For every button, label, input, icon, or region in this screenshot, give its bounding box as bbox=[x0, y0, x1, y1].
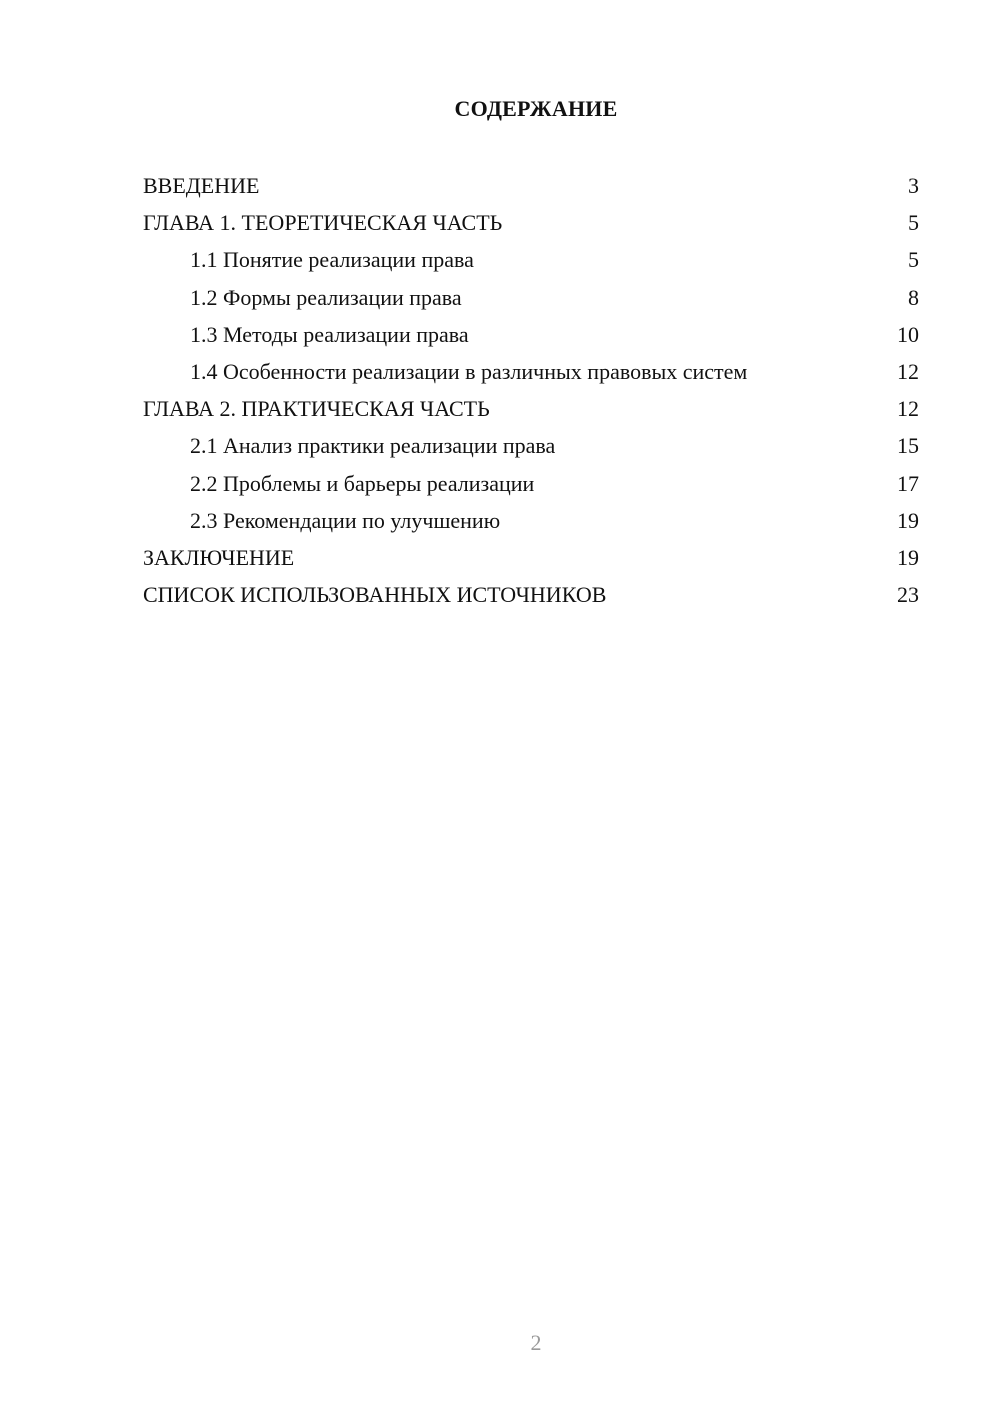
toc-entry-section-1-3 bbox=[143, 316, 919, 353]
toc-entry-label: ЗАКЛЮЧЕНИЕ bbox=[143, 544, 295, 570]
toc-entry-label: 2.1 Анализ практики реализации права bbox=[190, 433, 556, 459]
toc-entry-page: 17 bbox=[897, 470, 919, 496]
toc-entry-label: ГЛАВА 1. ТЕОРЕТИЧЕСКАЯ ЧАСТЬ bbox=[143, 210, 503, 236]
toc-entry-label: ВВЕДЕНИЕ bbox=[143, 173, 260, 198]
toc-entry-page: 5 bbox=[908, 210, 919, 236]
toc-entry-page: 19 bbox=[897, 544, 919, 570]
toc-entry-page: 19 bbox=[897, 507, 919, 533]
toc-entry-page: 23 bbox=[897, 582, 919, 608]
toc-entry-section-1-2 bbox=[143, 279, 919, 316]
toc-entry-section-2-3 bbox=[143, 502, 919, 539]
toc-entry-section-1-1 bbox=[143, 241, 919, 278]
toc-entry-page: 3 bbox=[908, 173, 919, 198]
page-title: СОДЕРЖАНИЕ bbox=[454, 96, 618, 121]
toc-entry-chapter-2 bbox=[143, 390, 919, 427]
toc-entry-conclusion bbox=[143, 539, 919, 576]
toc-entry-section-2-1 bbox=[143, 427, 919, 464]
toc-entry-page: 5 bbox=[908, 247, 919, 273]
toc-entry-label: СПИСОК ИСПОЛЬЗОВАННЫХ ИСТОЧНИКОВ bbox=[143, 582, 607, 608]
toc-entry-section-2-2 bbox=[143, 465, 919, 502]
toc-entry-label: 1.4 Особенности реализации в различных правовых систем bbox=[190, 358, 748, 384]
toc-entry-page: 8 bbox=[908, 284, 919, 310]
toc-entry-references bbox=[143, 576, 919, 613]
toc-entry-page: 12 bbox=[897, 396, 919, 422]
toc-entry-label: 2.3 Рекомендации по улучшению bbox=[190, 507, 501, 533]
toc-entry-label: 2.2 Проблемы и барьеры реализации bbox=[190, 470, 535, 496]
toc-entry-page: 12 bbox=[897, 358, 919, 384]
toc-entry-label: 1.1 Понятие реализации права bbox=[190, 247, 474, 273]
toc-entry-section-1-4 bbox=[143, 353, 919, 390]
toc-entry-label: 1.3 Методы реализации права bbox=[190, 321, 469, 347]
toc-entry-introduction bbox=[143, 167, 919, 204]
page-number: 2 bbox=[530, 1330, 542, 1355]
toc-entry-chapter-1 bbox=[143, 204, 919, 241]
table-of-contents bbox=[143, 167, 919, 613]
toc-entry-page: 10 bbox=[897, 321, 919, 347]
toc-entry-label: 1.2 Формы реализации права bbox=[190, 284, 462, 310]
toc-entry-label: ГЛАВА 2. ПРАКТИЧЕСКАЯ ЧАСТЬ bbox=[143, 396, 490, 422]
toc-entry-page: 15 bbox=[897, 433, 919, 459]
